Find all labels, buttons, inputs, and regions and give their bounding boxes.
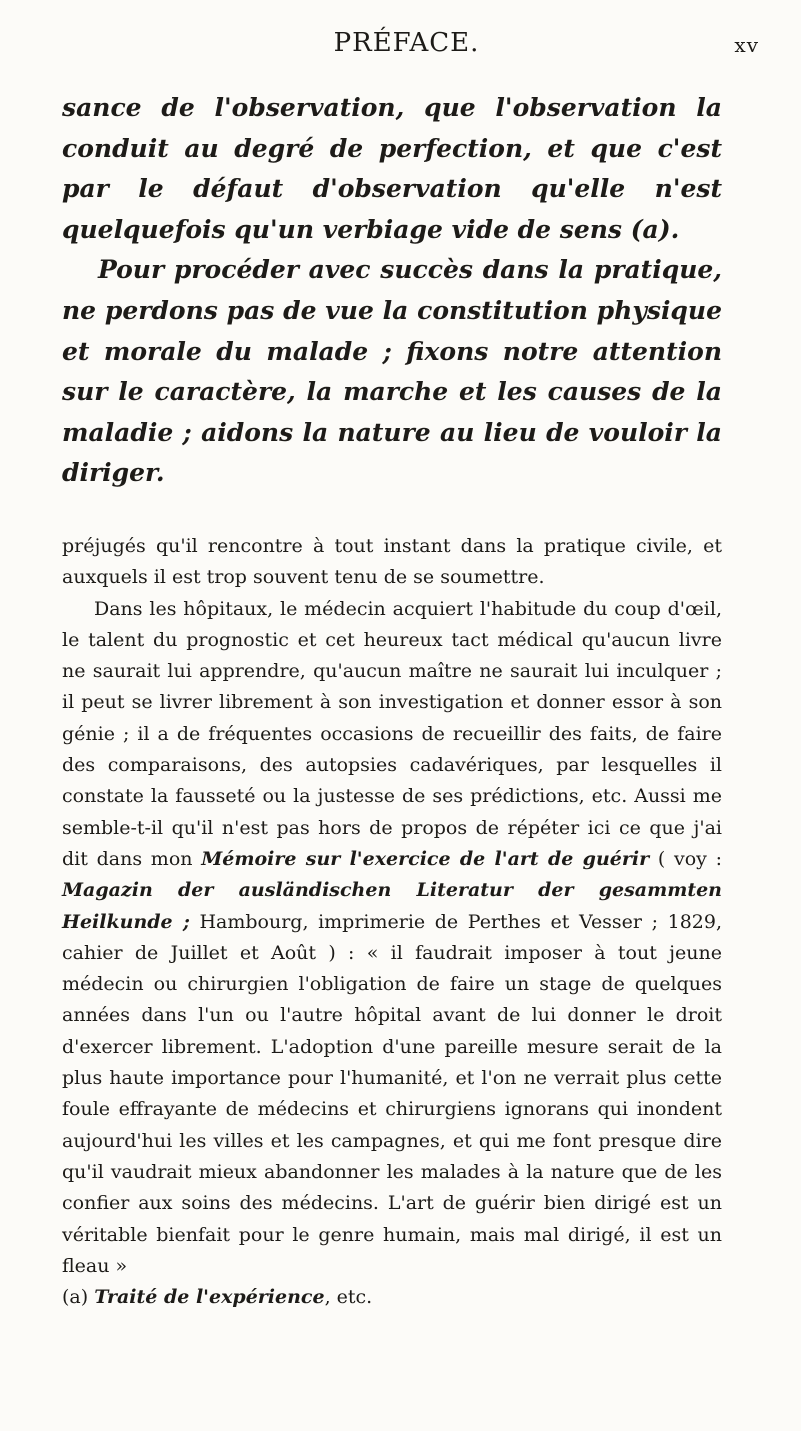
memoire-title: Mémoire sur l'exercice de l'art de guérir <box>201 847 650 870</box>
footnote-text-1: Dans les hôpitaux, le médecin acquiert l'habitude du coup d'œil, le talent du prognostic et cet heureux tact médical qu'aucun livre ne saurait lui apprendre, qu'aucun maître ne saurait lui inculquer ; il peut se livrer librement à son investigation et donner essor à son génie ; il a de fréquentes occasions de recueillir des faits, de faire des comparaisons, des autopsies cadavériques, par lesquelles il constate la fausseté ou la justesse de ses prédictions, etc. Aussi me semble-t-il qu'il n'est pas hors de propos de répéter ici ce que j'ai dit dans mon <box>62 597 722 870</box>
footnote-a-title: Traité de l'expérience <box>94 1286 325 1309</box>
main-text <box>62 88 722 494</box>
magazin-title: Magazin der ausländischen Literatur der gesammten Heilkunde ; <box>62 879 722 933</box>
footnote-a <box>62 1282 722 1313</box>
page-number: xv <box>734 33 759 57</box>
footnote-a-marker: (a) <box>62 1286 89 1309</box>
footnote-text-3: Hambourg, imprimerie de Perthes et Vesser ; 1829, cahier de Juillet et Août ) : « il faudrait imposer à tout jeune médecin ou chirurgien l'obligation de faire un stage de quelques années dans l'un ou l'autre hôpital avant de lui donner le droit d'exercer librement. L'adoption d'une pareille mesure serait de la plus haute importance pour l'humanité, et l'on ne verrait plus cette foule effrayante de médecins et chirurgiens ignorans qui inondent aujourd'hui les villes et les campagnes, et qui me font presque dire qu'il vaudrait mieux abandonner les malades à la nature que de les confier aux soins des médecins. L'art de guérir bien dirigé est un véritable bienfait pour le genre humain, mais mal dirigé, il est un fleau » <box>62 910 723 1277</box>
main-paragraph-1-end: . <box>670 214 680 244</box>
footnote-text-2: ( voy : <box>649 847 722 870</box>
main-paragraph-1-text: sance de l'observation, que l'observation la conduit au degré de perfection, et que c'est par le défaut d'observation qu'elle n'est quelquefois qu'un verbiage vide de sens <box>62 93 722 244</box>
footnote-paragraph-2 <box>62 594 722 1283</box>
footnote-reference-a: (a) <box>630 214 671 244</box>
footnote-block <box>62 531 722 1313</box>
main-paragraph-1 <box>62 88 722 250</box>
main-paragraph-2: Pour procéder avec succès dans la pratique, ne perdons pas de vue la constitution physique et morale du malade ; fixons notre attention sur le caractère, la marche et les causes de la maladie ; aidons la nature au lieu de vouloir la diriger. <box>62 255 722 488</box>
running-head <box>0 28 801 68</box>
footnote-paragraph-1: préjugés qu'il rencontre à tout instant dans la pratique civile, et auxquels il est trop souvent tenu de se soumettre. <box>62 535 722 589</box>
footnote-a-rest: , etc. <box>324 1286 373 1309</box>
running-title: PRÉFACE. <box>333 28 480 58</box>
